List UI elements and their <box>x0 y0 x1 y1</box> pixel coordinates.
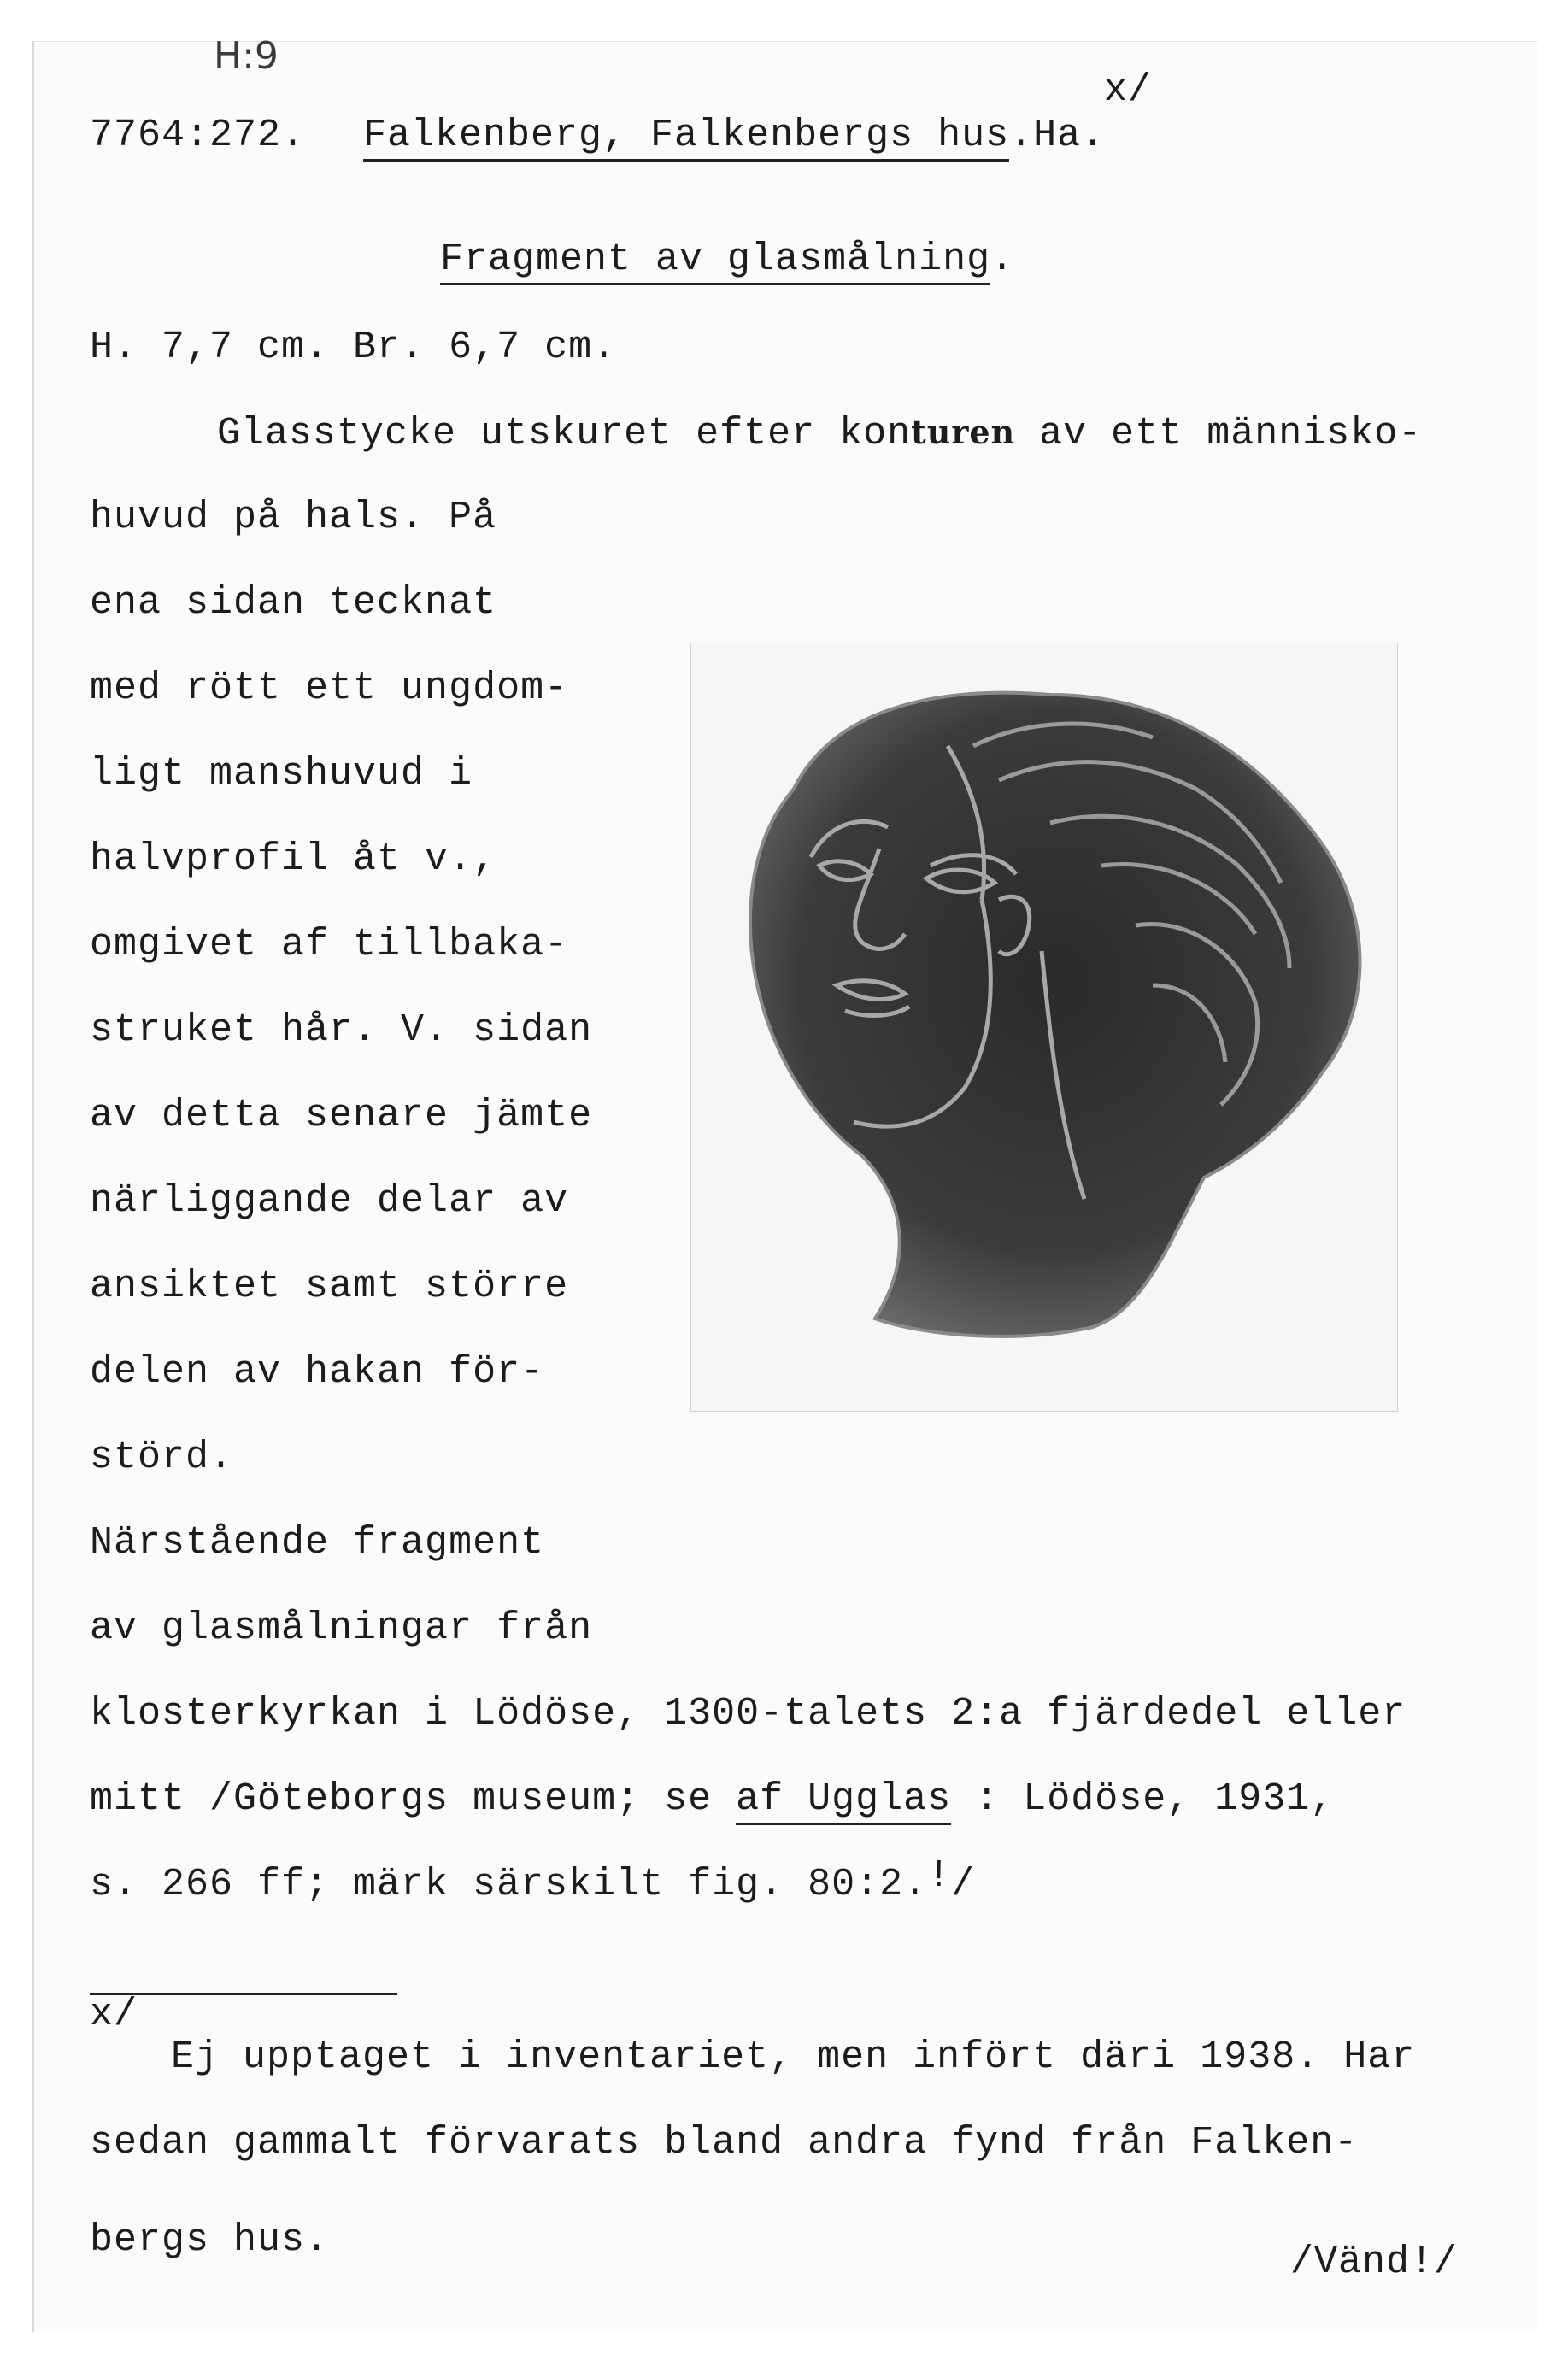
turn-over-note: /Vänd!/ <box>1290 2241 1459 2284</box>
fragment-silhouette <box>750 693 1360 1336</box>
footnote-mark-top: x/ <box>1104 68 1153 112</box>
footnote-mark: x/ <box>90 1993 138 2036</box>
body-line-5: ligt manshuvud i <box>90 752 473 796</box>
glass-fragment-image <box>691 643 1397 1411</box>
body-line-12: delen av hakan för- <box>90 1350 545 1394</box>
footnote-line-2: sedan gammalt förvarats bland andra fynd från Falken- <box>90 2121 1359 2164</box>
body-line-2: huvud på hals. På <box>90 496 497 539</box>
body-line-18: s. 266 ff; märk särskilt fig. 80:2.!/ <box>90 1854 976 1906</box>
handwritten-reference: H:9 <box>214 34 279 78</box>
body-line-10: närliggande delar av <box>90 1179 569 1223</box>
body-line-7: omgivet af tillbaka- <box>90 923 569 966</box>
handwritten-exclamation: ! <box>927 1854 952 1898</box>
object-title-period: . <box>990 238 1015 281</box>
fragment-photograph <box>690 643 1398 1412</box>
reference-author: af Ugglas <box>736 1777 951 1825</box>
body-line-4: med rött ett ungdom- <box>90 667 569 710</box>
body-line-17: mitt /Göteborgs museum; se af Ugglas : Lödöse, 1931, <box>90 1777 1334 1822</box>
body-line-9: av detta senare jämte <box>90 1094 593 1137</box>
body-line-8: struket hår. V. sidan <box>90 1008 593 1052</box>
location-heading <box>363 114 1105 158</box>
location-name: Falkenberg, Falkenbergs hus <box>363 114 1009 162</box>
body-line-16: klosterkyrkan i Lödöse, 1300-talets 2:a fjärdedel eller <box>90 1692 1407 1736</box>
body-line-15: av glasmålningar från <box>90 1606 593 1650</box>
body-line-13: störd. <box>90 1436 234 1479</box>
body-line-14: Närstående fragment <box>90 1521 545 1565</box>
body-line-6: halvprofil åt v., <box>90 837 497 881</box>
dimensions: H. 7,7 cm. Br. 6,7 cm. <box>90 326 617 369</box>
object-title-text: Fragment av glasmålning <box>440 238 990 285</box>
footnote-line-1: Ej upptaget i inventariet, men infört däri 1938. Har <box>171 2035 1416 2079</box>
body-line-11: ansiktet samt större <box>90 1265 569 1308</box>
handwritten-correction: turen <box>911 413 1016 451</box>
body-line-3: ena sidan tecknat <box>90 581 497 625</box>
catalogue-number: 7764:272. <box>90 114 306 157</box>
body-line-1: Glasstycke utskuret efter konturen av ett människo- <box>217 412 1423 455</box>
object-title <box>440 238 1014 282</box>
footnote-line-3: bergs hus. <box>90 2218 330 2262</box>
location-suffix: .Ha. <box>1009 114 1106 157</box>
